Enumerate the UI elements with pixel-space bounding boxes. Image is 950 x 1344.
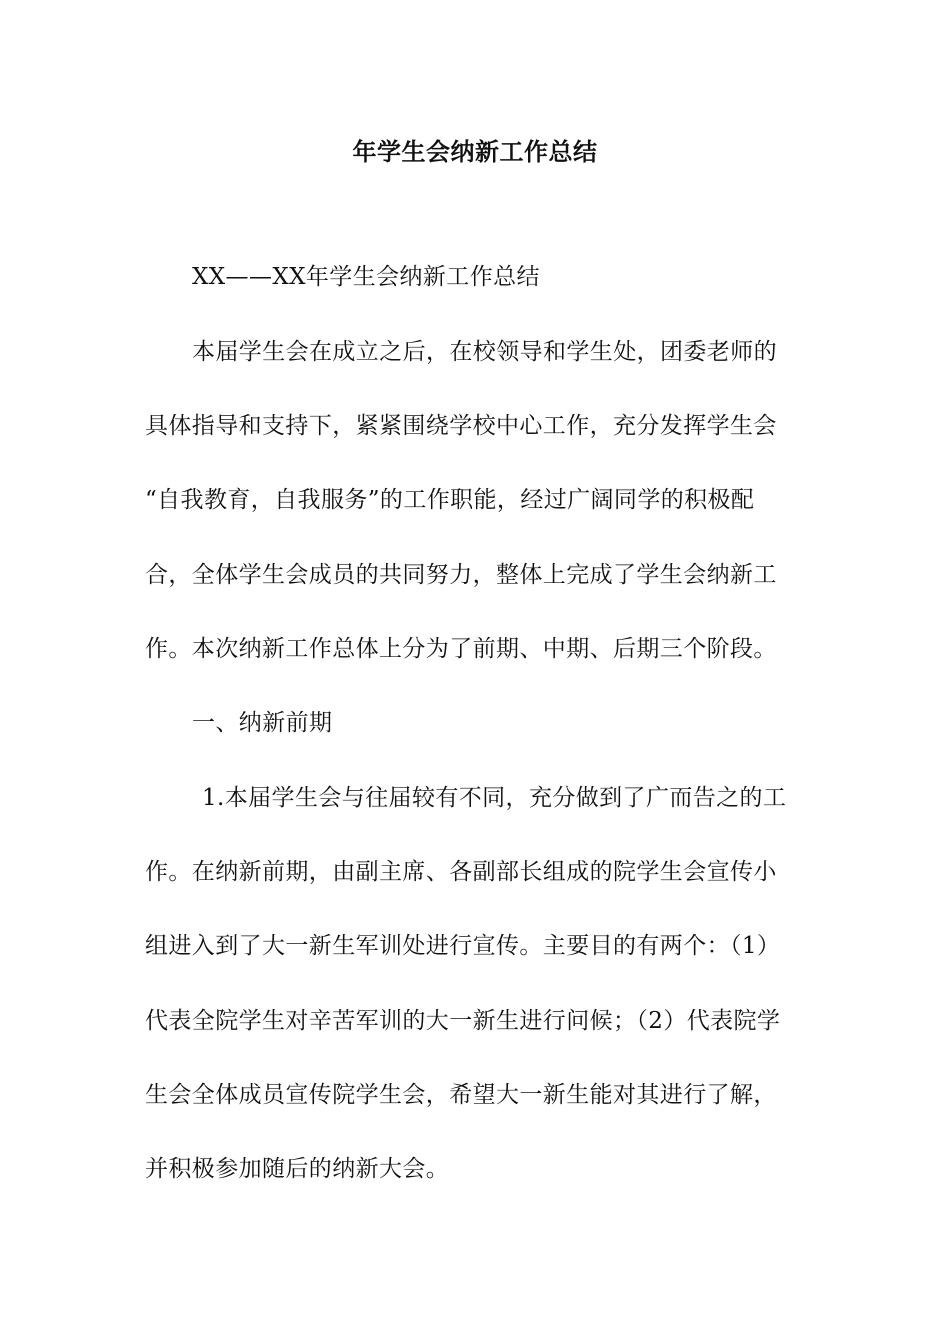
paragraph-line: 生会全体成员宣传院学生会，希望大一新生能对其进行了解， xyxy=(145,1082,777,1108)
subtitle-line: XX——XX年学生会纳新工作总结 xyxy=(192,264,540,290)
paragraph-line: 代表全院学生对辛苦军训的大一新生进行问候；（2）代表院学 xyxy=(145,1008,781,1034)
paragraph-line: 合，全体学生会成员的共同努力，整体上完成了学生会纳新工 xyxy=(145,562,777,588)
paragraph-line: 具体指导和支持下，紧紧围绕学校中心工作，充分发挥学生会 xyxy=(145,413,777,439)
paragraph-line: 作。在纳新前期，由副主席、各副部长组成的院学生会宣传小 xyxy=(145,859,777,885)
paragraph-line: 作。本次纳新工作总体上分为了前期、中期、后期三个阶段。 xyxy=(145,636,777,662)
paragraph-line: “自我教育，自我服务”的工作职能，经过广阔同学的积极配 xyxy=(145,487,755,513)
paragraph-line: 组进入到了大一新生军训处进行宣传。主要目的有两个：（1） xyxy=(145,933,781,959)
paragraph-line: 1.本届学生会与往届较有不同，充分做到了广而告之的工 xyxy=(202,785,787,811)
paragraph-line: 本届学生会在成立之后，在校领导和学生处，团委老师的 xyxy=(192,339,777,365)
document-title: 年学生会纳新工作总结 xyxy=(352,138,598,166)
section-heading: 一、纳新前期 xyxy=(192,710,333,736)
paragraph-line: 并积极参加随后的纳新大会。 xyxy=(145,1156,450,1182)
